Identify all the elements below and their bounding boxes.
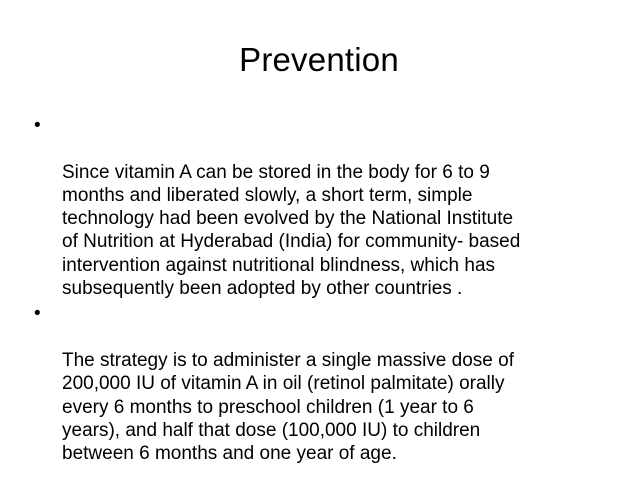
bullet-item-dosage-strategy bbox=[34, 302, 614, 465]
bullet-marker: • bbox=[34, 115, 41, 136]
bullet-item-vitamin-storage bbox=[34, 114, 614, 300]
bullet-text: The strategy is to administer a single massive dose of 200,000 IU of vitamin A in oil (retinol palmitate) orally every 6 months to preschool children (1 year to 6 years), and half that dose (100,000 IU) to children between 6 months and one year of age. bbox=[62, 349, 514, 465]
bullet-text: Since vitamin A can be stored in the body for 6 to 9 months and liberated slowly, a short term, simple technology had been evolved by the National Institute of Nutrition at Hyderabad (India) for community- based intervention against nutritional blindness, which has subsequently been adopted by other countries . bbox=[62, 161, 521, 300]
slide-title: Prevention bbox=[239, 41, 399, 78]
bullet-list bbox=[34, 114, 614, 467]
bullet-marker: • bbox=[34, 303, 41, 325]
